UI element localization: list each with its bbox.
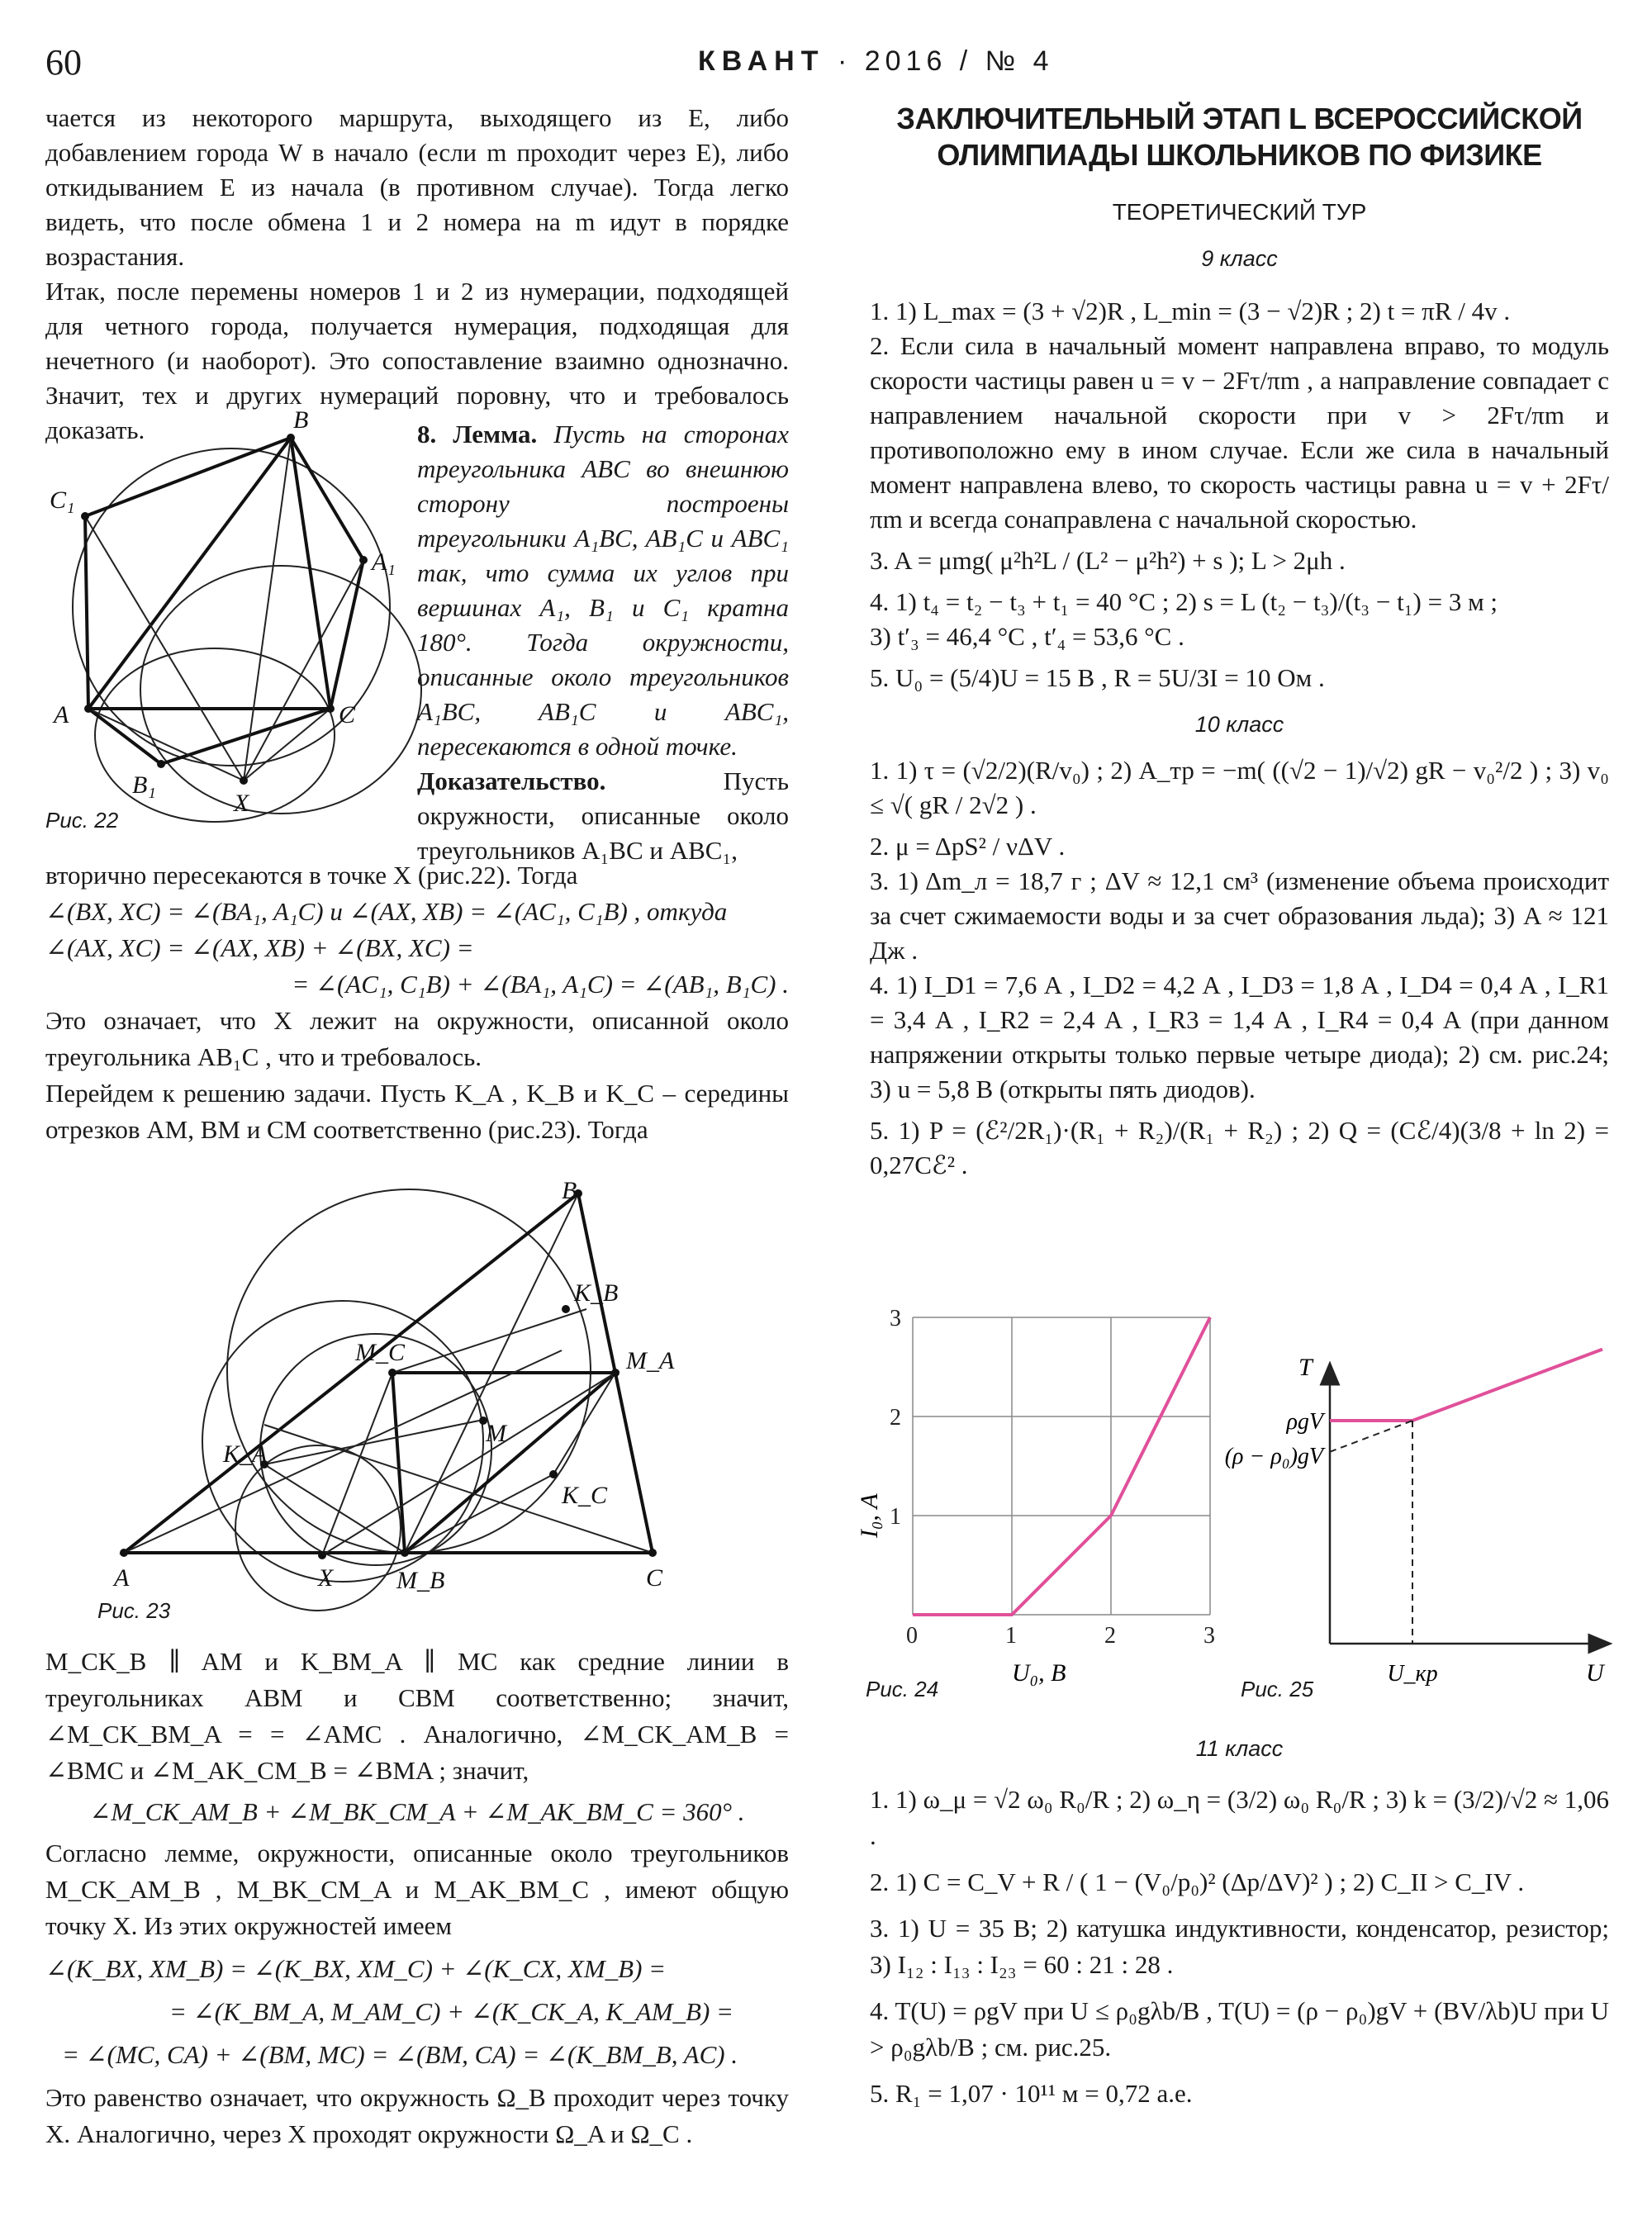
y-axis-label: I₀, А xyxy=(856,1493,883,1538)
y-tick-label: 3 xyxy=(890,1306,901,1331)
equation: = ∠(MC, CA) + ∠(BM, MC) = ∠(BM, CA) = ∠(K_BM_B, AC) . xyxy=(62,2040,738,2069)
equation: = ∠(AC₁, C₁B) + ∠(BA₁, A₁C) = ∠(AB₁, B₁C) . xyxy=(292,970,789,999)
y-tick-label: 2 xyxy=(890,1405,901,1431)
magazine-name: КВАНТ xyxy=(698,45,825,77)
x-tick-label: 1 xyxy=(1005,1623,1017,1649)
figure-24-chart xyxy=(856,1306,1222,1714)
left-column-cont xyxy=(45,857,789,1148)
answer: 3) t′₃ = 46,4 °C , t′₄ = 53,6 °C . xyxy=(870,622,1184,651)
figure-22 xyxy=(45,405,417,834)
section-subtitle: ТЕОРЕТИЧЕСКИЙ ТУР xyxy=(1112,199,1367,225)
label-m: M xyxy=(486,1420,506,1447)
paragraph: Это равенство означает, что окружность Ω_B проходит через точку X. Аналогично, через X проходят окружности Ω_A и Ω_C . xyxy=(45,2083,789,2148)
left-column xyxy=(45,101,789,448)
proof-label: Доказательство. xyxy=(417,766,606,795)
running-header xyxy=(698,45,1054,78)
paragraph: Это означает, что X лежит на окружности, описанной около треугольника AB₁C , что и требовалось. xyxy=(45,1006,789,1071)
answer: 3. 1) U = 35 В; 2) катушка индуктивности, конденсатор, резистор; 3) I₁₂ : I₁₃ : I₂₃ = 60 : 21 : 28 . xyxy=(870,1914,1609,1979)
answer: 3. 1) Δm_л = 18,7 г ; ΔV ≈ 12,1 см³ (изменение объема происходит за счет сжимаемости воды и за счет образования льда); 3) A ≈ 121 Дж . xyxy=(870,866,1609,965)
proof-text: Пусть окружности, описанные около треугольников A₁BC и ABC₁, xyxy=(417,766,789,865)
answer: 4. 1) t₄ = t₂ − t₃ + t₁ = 40 °C ; 2) s = L (t₂ − t₃)/(t₃ − t₁) = 3 м ; xyxy=(870,587,1498,616)
answer: 5. U₀ = (5/4)U = 15 В , R = 5U/3I = 10 Ом . xyxy=(870,663,1325,692)
answer: 5. R₁ = 1,07 · 10¹¹ м = 0,72 а.е. xyxy=(870,2079,1193,2108)
article-title xyxy=(870,101,1609,173)
y-label-rhogv: ρgV xyxy=(1286,1409,1323,1435)
grid xyxy=(913,1317,1210,1615)
label-b: B xyxy=(562,1177,577,1204)
lemma-text: Пусть на сторонах треугольника ABC во внешнюю сторону построены треугольники A₁BC, AB₁C и ABC₁ так, что сумма их углов при вершинах A₁, B₁ и C₁ кратна 180°. Тогда окружности, описанные около треугольников A₁BC, AB₁C и ABC₁, пересекаются в одной точке. xyxy=(417,420,789,761)
label-x: X xyxy=(234,790,249,817)
lemma-label: 8. Лемма. xyxy=(417,420,538,448)
fig23-caption: Рис. 23 xyxy=(97,1598,171,1623)
class-heading: 11 класс xyxy=(1195,1736,1284,1761)
series-line xyxy=(1412,1350,1602,1421)
fig25-caption: Рис. 25 xyxy=(1241,1677,1314,1701)
y-label-rho-rho0-gv: (ρ − ρ₀)gV xyxy=(1224,1443,1323,1469)
paragraph: Согласно лемме, окружности, описанные около треугольников M_CK_AM_B , M_BK_CM_A и M_AK_BM_C , имеют общую точку X. Из этих окружностей имеем xyxy=(45,1839,789,1940)
answer: 4. T(U) = ρgV при U ≤ ρ₀gλb/B , T(U) = (ρ − ρ₀)gV + (BV/λb)U при U > ρ₀gλb/B ; см. рис.25. xyxy=(870,1996,1609,2062)
issue-number: · 2016 / № 4 xyxy=(837,45,1054,77)
right-column xyxy=(870,101,1609,1183)
label-mb: M_B xyxy=(396,1567,445,1594)
triangle-abc xyxy=(88,438,330,709)
label-ma: M_A xyxy=(626,1347,675,1374)
equation: ∠(BX, XC) = ∠(BA₁, A₁C) и ∠(AX, XB) = ∠(AC₁, C₁B) , откуда xyxy=(45,897,728,926)
class-heading: 9 класс xyxy=(1201,246,1278,271)
paragraph: Перейдем к решению задачи. Пусть K_A , K_B и K_C – середины отрезков AM, BM и CM соответственно (рис.23). Тогда xyxy=(45,1079,789,1144)
figure-25-chart xyxy=(1198,1355,1611,1710)
right-column-class11 xyxy=(870,1730,1609,2112)
left-column-bottom xyxy=(45,1644,789,2152)
equation: = ∠(K_BM_A, M_AM_C) + ∠(K_CK_A, K_AM_B) = xyxy=(169,1997,733,2026)
answer: 4. 1) I_D1 = 7,6 А , I_D2 = 4,2 А , I_D3 = 1,8 А , I_D4 = 0,4 А , I_R1 = 3,4 А , I_R2 = 2,4 А , I_R3 = 1,4 А , I_R4 = 0,4 А (при данном напряжении открыты только первые четыре диода); 2) см. рис.24; 3) u = 5,8 В (открыты пять диодов). xyxy=(870,970,1609,1103)
answer: 5. 1) P = (ℰ²/2R₁)·(R₁ + R₂)/(R₁ + R₂) ; 2) Q = (Cℰ/4)(3/8 + ln 2) = 0,27Cℰ² . xyxy=(870,1116,1609,1179)
series-line xyxy=(1330,1421,1412,1452)
y-tick-label: 1 xyxy=(890,1504,901,1530)
answer: 1. 1) L_max = (3 + √2)R , L_min = (3 − √2)R ; 2) t = πR / 4v . xyxy=(870,297,1511,325)
equation: ∠M_CK_AM_B + ∠M_BK_CM_A + ∠M_AK_BM_C = 360° . xyxy=(89,1797,745,1826)
x-axis-label: U xyxy=(1586,1659,1604,1687)
answer: 1. 1) ω_μ = √2 ω₀ R₀/R ; 2) ω_η = (3/2) ω₀ R₀/R ; 3) k = (3/2)/√2 ≈ 1,06 . xyxy=(870,1785,1609,1850)
paragraph: M_CK_B ∥ AM и K_BM_A ∥ MC как средние линии в треугольниках ABM и CBM соответственно; значит, ∠M_CK_BM_A = = ∠AMC . Аналогично, ∠M_CK_AM_B = ∠BMC и ∠M_AK_CM_B = ∠BMA ; значит, xyxy=(45,1647,789,1785)
answer: 2. Если сила в начальный момент направлена вправо, то модуль скорости частицы равен u = v − 2Fτ/πm , а направление совпадает с направлением начальной скорости при v > 2Fτ/πm и противоположно ему в ином случае. Если же сила в начальный момент направлена влево, то скорость частицы равна u = v + 2Fτ/πm и всегда сонаправлена с начальной скоростью. xyxy=(870,331,1609,534)
paragraph: чается из некоторого маршрута, выходящего из E, либо добавлением города W в начало (если m проходит через E), либо откидыванием E из начала (в противном случае). Тогда легко видеть, что после обмена 1 и 2 номера на m идут в порядке возрастания. xyxy=(45,103,789,271)
label-c1: C₁ xyxy=(50,486,75,514)
lemma-block xyxy=(417,417,789,868)
class-heading: 10 класс xyxy=(1194,712,1284,737)
label-c: C xyxy=(646,1564,663,1592)
label-ka: K_A xyxy=(223,1440,268,1468)
x-tick-label: 0 xyxy=(906,1623,918,1649)
figure-23 xyxy=(91,1177,735,1598)
title-line: ОЛИМПИАДЫ ШКОЛЬНИКОВ ПО ФИЗИКЕ xyxy=(937,138,1542,172)
fig22-caption: Рис. 22 xyxy=(45,808,119,833)
triangle-ab1c xyxy=(88,709,330,764)
answer: 2. 1) C = C_V + R / ( 1 − (V₀/p₀)² (Δp/ΔV)² ) ; 2) C_II > C_IV . xyxy=(870,1867,1525,1896)
x-tick-label: 3 xyxy=(1203,1623,1215,1649)
title-line: ЗАКЛЮЧИТЕЛЬНЫЙ ЭТАП L ВСЕРОССИЙСКОЙ xyxy=(896,102,1583,135)
label-b: B xyxy=(293,406,309,434)
label-kc: K_C xyxy=(562,1482,608,1509)
equation: ∠(K_BX, XM_B) = ∠(K_BX, XM_C) + ∠(K_CX, XM_B) = xyxy=(45,1954,667,1983)
fig24-caption: Рис. 24 xyxy=(866,1677,939,1701)
label-a: A xyxy=(114,1564,130,1592)
label-a1: A₁ xyxy=(372,548,396,576)
answer: 1. 1) τ = (√2/2)(R/v₀) ; 2) A_тр = −m( ((√2 − 1)/√2) gR − v₀²/2 ) ; 3) v₀ ≤ √( gR / 2√2 ) . xyxy=(870,756,1609,819)
label-a: A xyxy=(54,701,69,728)
x-tick-ukr: U_кр xyxy=(1387,1661,1438,1687)
series-line xyxy=(913,1317,1210,1615)
label-mc: M_C xyxy=(355,1339,405,1366)
x-tick-label: 2 xyxy=(1104,1623,1116,1649)
page-number: 60 xyxy=(45,42,82,83)
label-b1: B₁ xyxy=(132,771,156,799)
answer: 3. A = μmg( μ²h²L / (L² − μ²h²) + s ); L > 2μh . xyxy=(870,546,1346,575)
y-axis-label: T xyxy=(1298,1354,1313,1381)
label-x: X xyxy=(318,1564,334,1592)
x-axis-label: U₀, В xyxy=(1012,1659,1066,1687)
answer: 2. μ = ΔpS² / νΔV . xyxy=(870,832,1066,861)
circumcircle-a1bc xyxy=(140,566,421,814)
paragraph: вторично пересекаются в точке X (рис.22). Тогда xyxy=(45,861,578,890)
label-kb: K_B xyxy=(574,1279,619,1307)
paragraph: Итак, после перемены номеров 1 и 2 из нумерации, подходящей для четного города, получается нумерация, подходящая для нечетного (и наоборот). Это сопоставление взаимно однозначно. Значит, тех и других нумераций поровну, что и требовалось доказать. xyxy=(45,277,789,444)
equation: ∠(AX, XC) = ∠(AX, XB) + ∠(BX, XC) = xyxy=(45,933,474,962)
label-c: C xyxy=(339,701,356,728)
